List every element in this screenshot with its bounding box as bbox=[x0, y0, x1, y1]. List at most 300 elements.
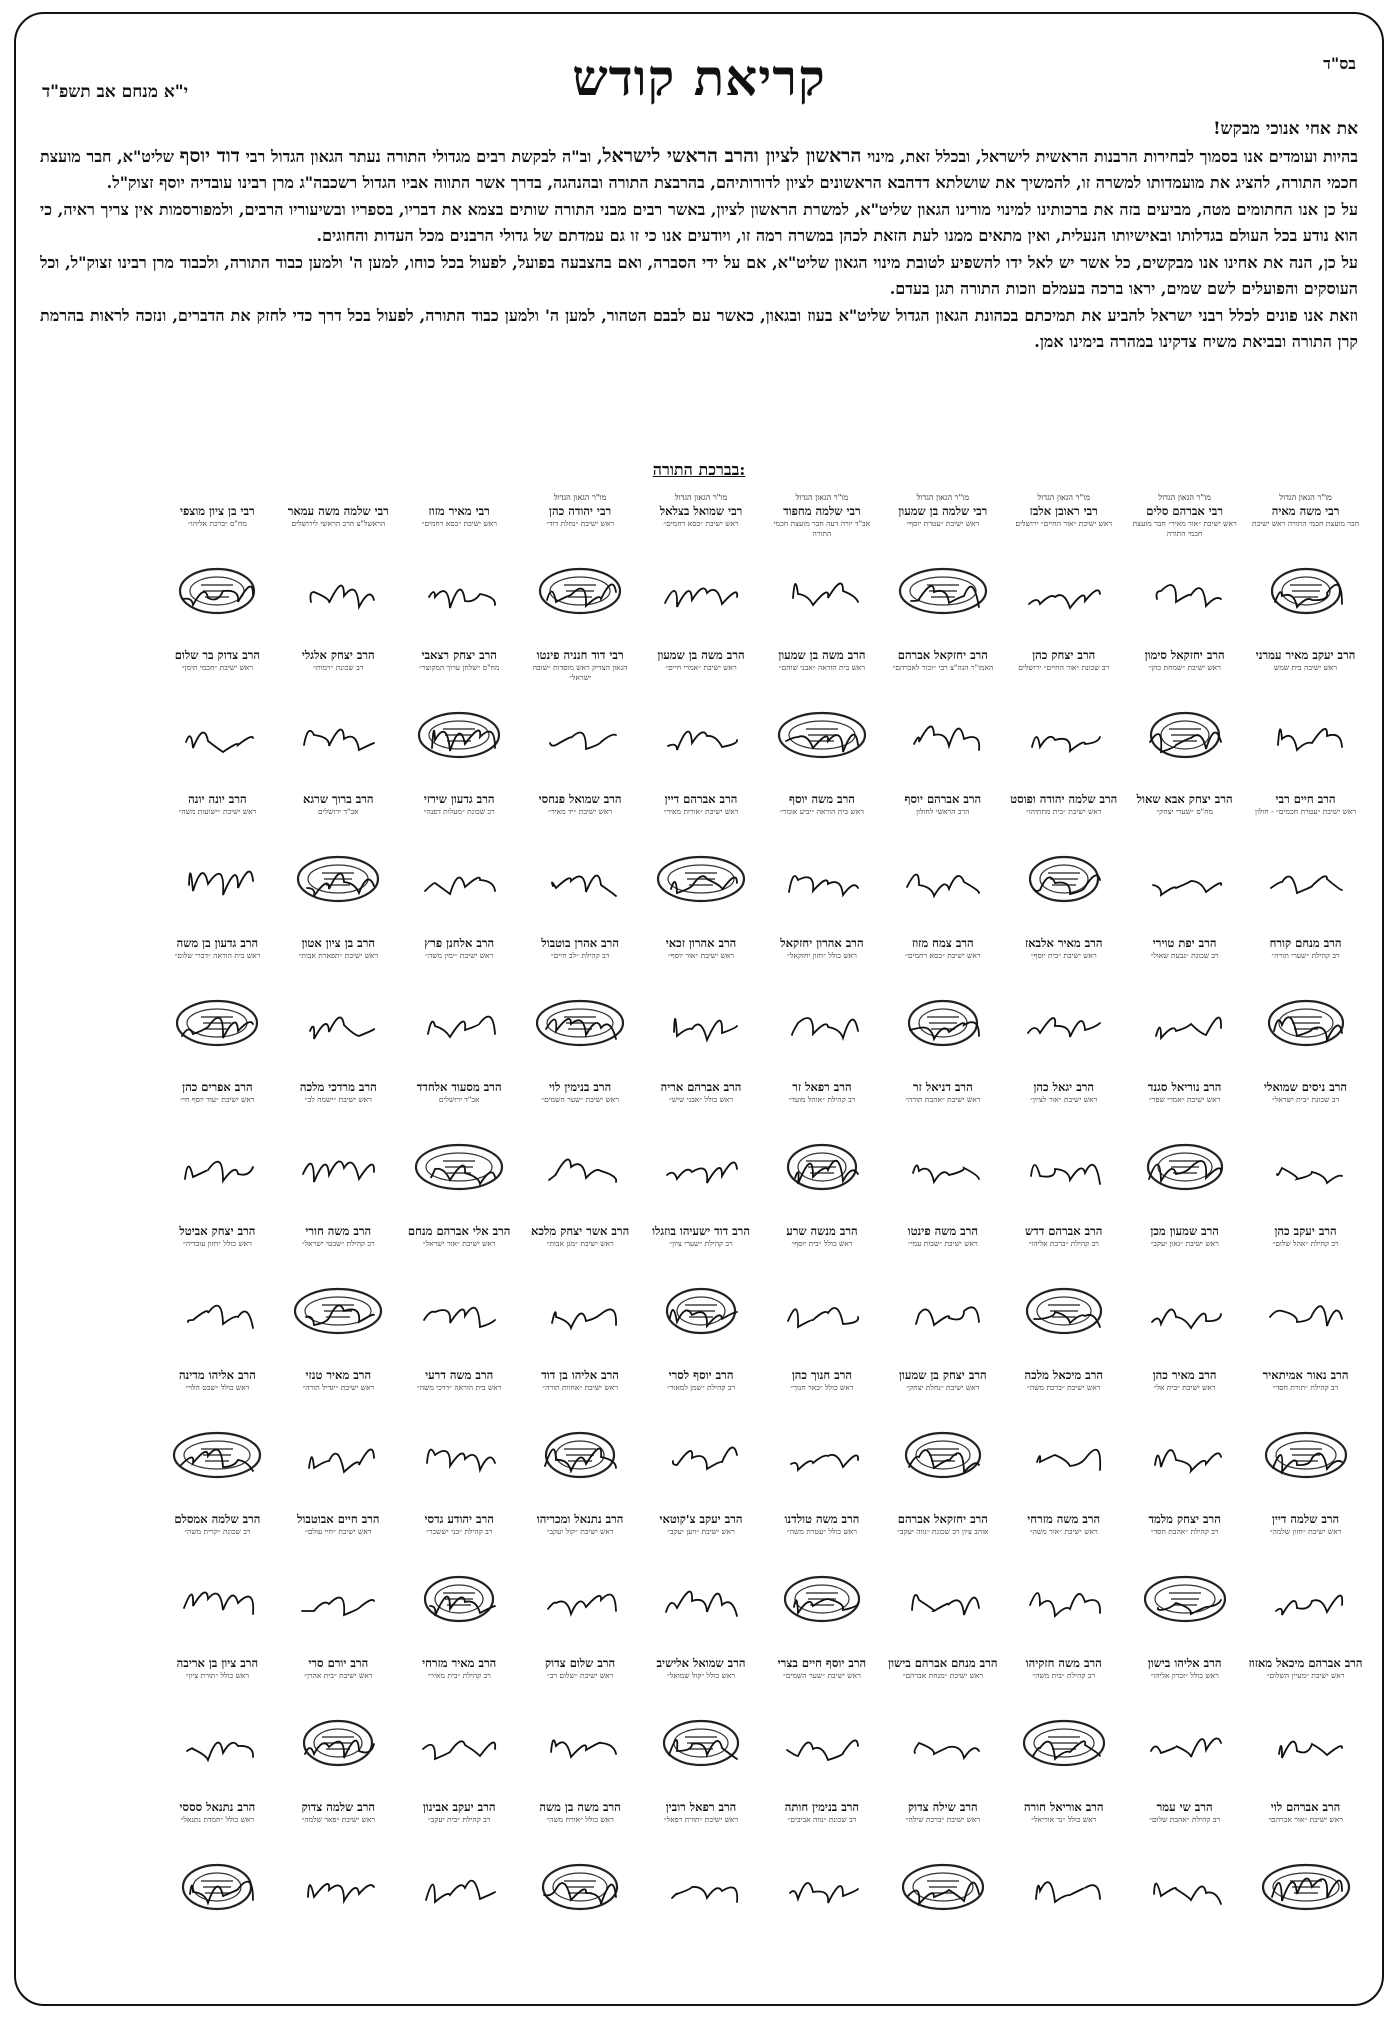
signatory-title bbox=[523, 924, 638, 936]
signatory-title bbox=[402, 636, 517, 648]
rabbinic-stamp-icon bbox=[167, 551, 267, 621]
signatory-cell bbox=[278, 492, 399, 636]
handwritten-signature-icon bbox=[167, 1703, 267, 1773]
signatory-description: רב שכונת ״קרית משה״ bbox=[184, 1527, 251, 1536]
signatory-cell bbox=[761, 924, 882, 1068]
signatory-cell bbox=[641, 1788, 762, 1932]
signatory-name: רבי שלמה משה עמאר bbox=[287, 504, 389, 518]
signatory-title bbox=[644, 1788, 759, 1800]
signatory-cell bbox=[399, 636, 520, 780]
signatory-description: ראש ישיבת ״אור אברהם״ bbox=[1268, 1815, 1343, 1824]
signatory-description: ראש ישיבת ״בית יוסף״ bbox=[1030, 951, 1097, 960]
rabbinic-stamp-icon bbox=[893, 983, 993, 1053]
signatory-name: הרב נאור אמיתאיר bbox=[1262, 1368, 1349, 1382]
signatory-title bbox=[1248, 1788, 1363, 1800]
handwritten-signature-icon bbox=[409, 839, 509, 909]
rabbinic-stamp-icon bbox=[288, 1703, 388, 1773]
handwritten-signature-icon bbox=[1256, 1127, 1356, 1197]
handwritten-signature-icon bbox=[651, 983, 751, 1053]
signatory-description: רב קהילת ״אהבת שלום״ bbox=[1149, 1815, 1221, 1824]
signatory-title bbox=[402, 1500, 517, 1512]
signatory-description: רב שכונת ״בית ישראל״ bbox=[1271, 1095, 1340, 1104]
signatory-description: ראש ישיבת ״בית מתתיהו״ bbox=[1025, 807, 1102, 816]
signatory-title bbox=[1127, 1212, 1242, 1224]
signatory-name: הרב משה מזרחי bbox=[1027, 1512, 1101, 1526]
signatory-cell bbox=[1124, 1500, 1245, 1644]
signatory-description: ראש כולל ״זכרון אליהו״ bbox=[1150, 1671, 1219, 1680]
signatory-title bbox=[1127, 924, 1242, 936]
signatory-name: הרב שלמה אמסלם bbox=[174, 1512, 261, 1526]
signatory-name: הרב יצחק כהן bbox=[1032, 648, 1096, 662]
signatory-name: רבי יהודה כהן bbox=[549, 504, 612, 518]
signatory-name: הרב יצחק אביטל bbox=[179, 1224, 256, 1238]
handwritten-signature-icon bbox=[1256, 1559, 1356, 1629]
signatory-description: ראש כולל ״באר חנוך״ bbox=[790, 1383, 854, 1392]
rabbinic-stamp-icon bbox=[530, 1415, 630, 1485]
rabbinic-stamp-icon bbox=[772, 1127, 872, 1197]
rabbinic-stamp-icon bbox=[530, 1847, 630, 1917]
signatory-cell bbox=[882, 1500, 1003, 1644]
signatory-cell bbox=[882, 492, 1003, 636]
handwritten-signature-icon bbox=[288, 1847, 388, 1917]
handwritten-signature-icon bbox=[772, 551, 872, 621]
rabbinic-stamp-icon bbox=[893, 1415, 993, 1485]
rabbinic-stamp-icon bbox=[1135, 1127, 1235, 1197]
signatory-cell bbox=[1124, 1212, 1245, 1356]
signatory-name: הרב שמעון מכן bbox=[1150, 1224, 1219, 1238]
handwritten-signature-icon bbox=[772, 1415, 872, 1485]
signatory-title bbox=[1006, 1644, 1121, 1656]
handwritten-signature-icon bbox=[651, 1559, 751, 1629]
signatory-description: רב קהילת ״בית יעקב״ bbox=[427, 1815, 491, 1824]
signatory-title bbox=[160, 492, 275, 504]
handwritten-signature-icon bbox=[530, 839, 630, 909]
handwritten-signature-icon bbox=[772, 1847, 872, 1917]
signatory-title bbox=[885, 1068, 1000, 1080]
signatory-title bbox=[1006, 636, 1121, 648]
signatory-cell bbox=[641, 492, 762, 636]
signatory-name: רבי שמואל בצלאל bbox=[659, 504, 743, 518]
signatory-description: רב שכונת ״מעלות דפנה״ bbox=[423, 807, 495, 816]
letter-paragraph-1 bbox=[40, 143, 1358, 197]
handwritten-signature-icon bbox=[530, 1559, 630, 1629]
signatory-name: הרב מיכאל מלכה bbox=[1024, 1368, 1103, 1382]
signatory-name: הרב ברוך שרגא bbox=[302, 792, 374, 806]
signatory-name: הרב צדוק בר שלום bbox=[174, 648, 261, 662]
document-date: י"א מנחם אב תשפ"ד bbox=[42, 82, 189, 102]
document-title: קריאת קודש bbox=[572, 48, 826, 107]
signatory-title bbox=[764, 1644, 879, 1656]
signatory-name: הרב יורם סרי bbox=[308, 1656, 369, 1670]
signatory-cell bbox=[399, 1356, 520, 1500]
signatory-cell bbox=[36, 1644, 157, 1788]
signatory-title bbox=[281, 1500, 396, 1512]
signatory-cell bbox=[1245, 924, 1366, 1068]
signatory-title bbox=[1127, 780, 1242, 792]
handwritten-signature-icon bbox=[409, 983, 509, 1053]
signatory-name: הרב יצחק בן שמעון bbox=[899, 1368, 987, 1382]
signatory-title bbox=[523, 1500, 638, 1512]
signatory-description: רב קהילת ״בני יששכר״ bbox=[425, 1527, 493, 1536]
signatory-name: הרב משה חורי bbox=[305, 1224, 372, 1238]
signatory-title bbox=[160, 1788, 275, 1800]
handwritten-signature-icon bbox=[651, 695, 751, 765]
handwritten-signature-icon bbox=[288, 1559, 388, 1629]
signatory-name: רבי מאיר מזוז bbox=[428, 504, 490, 518]
signatory-title bbox=[281, 780, 396, 792]
handwritten-signature-icon bbox=[1014, 1415, 1114, 1485]
signatory-description: רב קהילת ״בית מאיר״ bbox=[427, 1671, 491, 1680]
signatory-cell bbox=[641, 1500, 762, 1644]
signatory-name: רבי שלמה בן שמעון bbox=[898, 504, 988, 518]
signatory-name: הרב שילה צדוק bbox=[908, 1800, 978, 1814]
signatory-title bbox=[764, 1212, 879, 1224]
signatory-name: הרב יוסף לסרי bbox=[668, 1368, 734, 1382]
signatory-name: הרב אברהם יוסף bbox=[904, 792, 982, 806]
signatory-title bbox=[1248, 1356, 1363, 1368]
signatory-cell bbox=[36, 924, 157, 1068]
handwritten-signature-icon bbox=[893, 1271, 993, 1341]
signatory-name: רבי שלמה מחפוד bbox=[783, 504, 861, 518]
handwritten-signature-icon bbox=[167, 1559, 267, 1629]
handwritten-signature-icon bbox=[1256, 695, 1356, 765]
signatory-name: הרב יוסף חיים בצרי bbox=[777, 1656, 867, 1670]
signatory-title: מו"ר הגאון הגדול bbox=[1279, 493, 1332, 502]
signatory-title bbox=[160, 1644, 275, 1656]
signatory-title bbox=[523, 1644, 638, 1656]
rabbinic-stamp-icon bbox=[167, 1415, 267, 1485]
signatory-title bbox=[644, 636, 759, 648]
handwritten-signature-icon bbox=[1135, 1271, 1235, 1341]
signatory-description: ראש ישיבת ״אהבת תורה״ bbox=[905, 1095, 981, 1104]
signatory-name: הרב מסעוד אלחדד bbox=[416, 1080, 502, 1094]
signatory-name: הרב אוריאל חורה bbox=[1023, 1800, 1104, 1814]
handwritten-signature-icon bbox=[1256, 1703, 1356, 1773]
signatory-name: הרב גדעון בן משה bbox=[176, 936, 259, 950]
signatory-name: הרב אליהו מדינה bbox=[178, 1368, 256, 1382]
signatory-description: רב קהילת ״שערי תורה״ bbox=[1271, 951, 1340, 960]
signatory-cell bbox=[157, 1356, 278, 1500]
signatory-name: הרב יגאל כהן bbox=[1033, 1080, 1095, 1094]
signatory-title bbox=[402, 1788, 517, 1800]
signatory-title bbox=[885, 1356, 1000, 1368]
signatory-name: הרב שלמה יהודה ופוסט bbox=[1010, 792, 1118, 806]
signatory-cell bbox=[36, 636, 157, 780]
signatory-description: ראש בית הוראה ״דרכי משה״ bbox=[416, 1383, 502, 1392]
document-page bbox=[14, 12, 1384, 2006]
handwritten-signature-icon bbox=[167, 695, 267, 765]
signatory-name: הרב אלי אברהם מנחם bbox=[407, 1224, 511, 1238]
signatory-name: הרב שלמה צדוק bbox=[301, 1800, 375, 1814]
handwritten-signature-icon bbox=[651, 551, 751, 621]
signatory-cell bbox=[520, 780, 641, 924]
signatory-description: ראש ישיבת ״קול יעקב״ bbox=[546, 1527, 614, 1536]
signatory-title bbox=[281, 924, 396, 936]
handwritten-signature-icon bbox=[893, 1127, 993, 1197]
signatory-name: הרב אשר יצחק מלכא bbox=[530, 1224, 630, 1238]
signatory-cell bbox=[1245, 1788, 1366, 1932]
signatory-cell bbox=[157, 492, 278, 636]
signatory-name: הרב שלמה דיין bbox=[1271, 1512, 1340, 1526]
signatory-description: ראש ישיבת ״מעיין השלום״ bbox=[1266, 1671, 1345, 1680]
signatory-title bbox=[1006, 1788, 1121, 1800]
signatory-description: הראשל"צ הרב הראשי לירושלים bbox=[291, 519, 386, 528]
signatory-name: הרב צמח מזוז bbox=[912, 936, 974, 950]
signatory-cell bbox=[520, 1500, 641, 1644]
signatory-title bbox=[644, 1644, 759, 1656]
handwritten-signature-icon bbox=[1135, 983, 1235, 1053]
signatory-name: הרב יצחק רצאבי bbox=[421, 648, 497, 662]
signatory-description: האמו"ר הגה"צ רבי ״זכור לאברהם״ bbox=[892, 663, 994, 672]
signatory-cell bbox=[641, 1644, 762, 1788]
signatory-description: ראש ישיבת ״אור לציון״ bbox=[1030, 1095, 1098, 1104]
signatory-name: הרב יונה יונה bbox=[188, 792, 247, 806]
letter-paragraph-3: על כן, הנה את אחינו אנו מבקשים, כל אשר יש לאל ידו להשפיע לטובת מינוי הגאון שליט"א, אם על ידי הסברה, ואם בהצבעה בפועל, לפעול בכל כוחו, למען ה' ולמען כבוד התורה, ולכבוד מרן רבינו זצוק"ל, וכל העוסקים והפועלים לשם שמים, יראו ברכה בעמלם וזכות התורה תגן בעדם. bbox=[40, 252, 1358, 298]
signatory-cell bbox=[1003, 1356, 1124, 1500]
signatory-cell bbox=[1003, 1212, 1124, 1356]
signatory-cell bbox=[1124, 780, 1245, 924]
signatory-cell bbox=[278, 1788, 399, 1932]
signatory-name: הרב אהרון זכאי bbox=[665, 936, 737, 950]
handwritten-signature-icon bbox=[772, 1703, 872, 1773]
signatory-name: הרב משה בן שמעון bbox=[778, 648, 866, 662]
signatory-name: הרב מרדכי מלכה bbox=[299, 1080, 377, 1094]
signatory-cell bbox=[641, 1212, 762, 1356]
signatory-name: הרב יחזקאל אברהם bbox=[897, 1512, 988, 1526]
signatory-title: מו"ר הגאון הגדול bbox=[674, 493, 728, 502]
rabbinic-stamp-icon bbox=[1135, 695, 1235, 765]
signatory-title bbox=[402, 1644, 517, 1656]
handwritten-signature-icon bbox=[1135, 551, 1235, 621]
signatory-name: הרב אהרן בוטבול bbox=[541, 936, 619, 950]
signatory-name: הרב שמואל פנחסי bbox=[538, 792, 622, 806]
signatory-title bbox=[281, 1068, 396, 1080]
signatory-cell bbox=[1245, 636, 1366, 780]
handwritten-signature-icon bbox=[409, 551, 509, 621]
signatory-name: הרב משה דרעי bbox=[425, 1368, 494, 1382]
rabbinic-stamp-icon bbox=[409, 1559, 509, 1629]
signatory-title bbox=[885, 1788, 1000, 1800]
signatory-name: הרב מאיר טנזי bbox=[305, 1368, 372, 1382]
signatory-cell bbox=[1124, 1644, 1245, 1788]
signatory-cell bbox=[1245, 1212, 1366, 1356]
signatory-cell bbox=[399, 780, 520, 924]
signatory-name: הרב אליהו בישון bbox=[1147, 1656, 1222, 1670]
signatory-cell bbox=[641, 780, 762, 924]
signatory-title bbox=[1248, 1500, 1363, 1512]
signatory-title bbox=[764, 636, 879, 648]
signatory-cell bbox=[1245, 1356, 1366, 1500]
signatory-cell bbox=[882, 924, 1003, 1068]
signatory-name: הרב מאיר אלבאז bbox=[1024, 936, 1103, 950]
handwritten-signature-icon bbox=[1135, 839, 1235, 909]
signatory-description: ראש ישיבת ״אור ישראל״ bbox=[422, 1239, 496, 1248]
signatory-description: אוהב ציון רב שכונת ״נווה יעקב״ bbox=[897, 1527, 989, 1536]
signatory-cell bbox=[520, 1356, 641, 1500]
signatory-cell bbox=[641, 1356, 762, 1500]
signatory-description: הגאון הצדיק ראש מוסדות ״שובה ישראל״ bbox=[532, 663, 628, 682]
handwritten-signature-icon bbox=[530, 1127, 630, 1197]
signatory-description: אב"ד ירושלים bbox=[317, 807, 359, 816]
signatory-title bbox=[885, 1644, 1000, 1656]
signatory-title bbox=[1127, 636, 1242, 648]
handwritten-signature-icon bbox=[530, 1271, 630, 1341]
signatory-name: הרב חנוך כהן bbox=[791, 1368, 852, 1382]
blessing-line: בברכת התורה: bbox=[652, 460, 746, 479]
signatory-cell bbox=[1245, 1644, 1366, 1788]
signatory-title bbox=[523, 1068, 638, 1080]
signatory-cell bbox=[278, 1356, 399, 1500]
handwritten-signature-icon bbox=[1014, 1559, 1114, 1629]
signatory-cell bbox=[157, 1500, 278, 1644]
signatory-name: הרב אפרים כהן bbox=[182, 1080, 253, 1094]
signatory-title bbox=[402, 1212, 517, 1224]
signatory-name: הרב נוריאל סגנד bbox=[1147, 1080, 1222, 1094]
signatory-cell bbox=[1003, 1068, 1124, 1212]
signatory-description: הרב הראשי לחולון bbox=[916, 807, 970, 816]
signatory-cell bbox=[1003, 636, 1124, 780]
signatory-cell bbox=[1245, 1500, 1366, 1644]
signatory-cell bbox=[1124, 1356, 1245, 1500]
signatory-description: ראש ישיבת ״חיי עולם״ bbox=[305, 1527, 372, 1536]
signatory-title bbox=[885, 636, 1000, 648]
signatory-cell bbox=[399, 1500, 520, 1644]
signatory-cell bbox=[157, 1788, 278, 1932]
signatory-cell bbox=[761, 1644, 882, 1788]
signatory-description: ראש ישיבת ״ימין משה״ bbox=[425, 951, 494, 960]
signatory-cell bbox=[278, 924, 399, 1068]
signatory-description: ראש ישיבת ״ויען יעקב״ bbox=[667, 1527, 735, 1536]
signatory-cell bbox=[399, 1644, 520, 1788]
signatory-name: הרב בנימין לוי bbox=[548, 1080, 612, 1094]
handwritten-signature-icon bbox=[1014, 983, 1114, 1053]
signatory-title bbox=[1006, 1212, 1121, 1224]
signatory-title bbox=[1248, 1212, 1363, 1224]
signatory-title bbox=[764, 1356, 879, 1368]
signatory-name: הרב יצחק אבא שאול bbox=[1136, 792, 1233, 806]
signatory-cell bbox=[36, 1068, 157, 1212]
signatory-title bbox=[1248, 1644, 1363, 1656]
signatory-title bbox=[160, 636, 275, 648]
signatory-title: מו"ר הגאון הגדול bbox=[1158, 493, 1211, 502]
signatory-name: הרב יהודע גדסי bbox=[424, 1512, 494, 1526]
signatory-description: ראש כולל ״נר אוריאל״ bbox=[1031, 1815, 1097, 1824]
rabbinic-stamp-icon bbox=[530, 983, 630, 1053]
signatory-cell bbox=[520, 492, 641, 636]
handwritten-signature-icon bbox=[409, 1703, 509, 1773]
rabbinic-stamp-icon bbox=[651, 1703, 751, 1773]
letter-salutation: את אחי אנוכי מבקש! bbox=[1213, 119, 1358, 139]
handwritten-signature-icon bbox=[409, 1271, 509, 1341]
signatory-name: הרב שמואל אלישיב bbox=[656, 1656, 746, 1670]
rabbinic-stamp-icon bbox=[530, 551, 630, 621]
signatory-name: הרב אהרון יחזקאל bbox=[780, 936, 864, 950]
signatory-cell bbox=[641, 1068, 762, 1212]
signatory-name: הרב גדעון שירזי bbox=[423, 792, 495, 806]
handwritten-signature-icon bbox=[1014, 1127, 1114, 1197]
signatory-name: הרב בנימין חותה bbox=[784, 1800, 860, 1814]
signatory-name: הרב מאיר כהן bbox=[1152, 1368, 1217, 1382]
signatory-description: ראש כולל ״חמדת נתנאל״ bbox=[180, 1815, 255, 1824]
handwritten-signature-icon bbox=[893, 839, 993, 909]
signatory-description: ראש ישיבת ״שער השמים״ bbox=[783, 1671, 861, 1680]
signatory-name: הרב רפאל רובין bbox=[665, 1800, 737, 1814]
signatory-title bbox=[1006, 924, 1121, 936]
signatory-name: הרב יעקב כהן bbox=[1274, 1224, 1337, 1238]
signatory-name: הרב מנשה שרע bbox=[786, 1224, 858, 1238]
signatory-description: ראש ישיבת ״שער השמים״ bbox=[541, 1095, 619, 1104]
signatory-description: ראש כולל ״עטרת משה״ bbox=[786, 1527, 857, 1536]
rabbinic-stamp-icon bbox=[409, 695, 509, 765]
signatory-description: ראש ישיבת ״עוד יוסף חי״ bbox=[180, 1095, 255, 1104]
signatory-name: הרב משה בן שמעון bbox=[657, 648, 745, 662]
handwritten-signature-icon bbox=[1014, 551, 1114, 621]
signatory-title bbox=[523, 1356, 638, 1368]
signatory-description: ראש ישיבת ״חכמי תימן״ bbox=[181, 663, 253, 672]
signatory-name: הרב אברהם דדש bbox=[1025, 1224, 1103, 1238]
signatory-title bbox=[764, 1788, 879, 1800]
signatory-name: הרב יחזקאל סימון bbox=[1144, 648, 1225, 662]
signatory-name: רבי אברהם סלים bbox=[1146, 504, 1223, 518]
rabbinic-stamp-icon bbox=[893, 551, 993, 621]
signatory-cell bbox=[157, 1212, 278, 1356]
signatory-cell bbox=[761, 1356, 882, 1500]
signatory-cell bbox=[641, 636, 762, 780]
handwritten-signature-icon bbox=[1014, 1847, 1114, 1917]
signatory-name: הרב משה חזקיהו bbox=[1025, 1656, 1102, 1670]
signatory-description: ראש כולל ״חזון יחזקאל״ bbox=[787, 951, 857, 960]
signatory-title: מו"ר הגאון הגדול bbox=[916, 493, 970, 502]
signatory-name: הרב יפת טוירי bbox=[1152, 936, 1217, 950]
signatory-description: ראש בית הוראה ״יביע אומר״ bbox=[779, 807, 864, 816]
signatory-description: ראש ישיבת ״ישמח לב״ bbox=[304, 1095, 372, 1104]
signatory-name: הרב אברהם דיין bbox=[664, 792, 738, 806]
signatory-name: הרב דניאל זר bbox=[912, 1080, 973, 1094]
signatory-description: ראש ישיבת ״גאון יעקב״ bbox=[1150, 1239, 1219, 1248]
handwritten-signature-icon bbox=[772, 1271, 872, 1341]
signatory-description: רב קהילת ״אהבת חסד״ bbox=[1150, 1527, 1219, 1536]
signatory-title bbox=[1248, 924, 1363, 936]
signatory-title bbox=[1248, 780, 1363, 792]
signatory-title bbox=[1006, 1356, 1121, 1368]
rabbinic-stamp-icon bbox=[1256, 1847, 1356, 1917]
signatory-description: רב שכונת ״גבעת שאול״ bbox=[1150, 951, 1219, 960]
signatory-description: ראש ישיבת ״כסא רחמים״ bbox=[663, 519, 739, 528]
signatory-name: הרב ציון בן אריבה bbox=[176, 1656, 259, 1670]
handwritten-signature-icon bbox=[167, 839, 267, 909]
signatory-description: רב קהילת ״ברכת אליהו״ bbox=[1028, 1239, 1099, 1248]
signatory-description: מח"ס ״שערי יצחק״ bbox=[1156, 807, 1213, 816]
signatory-title bbox=[523, 636, 638, 648]
signatory-description: ראש ישיבת ״אחוות תורה״ bbox=[542, 1383, 618, 1392]
signatory-title bbox=[644, 1212, 759, 1224]
handwritten-signature-icon bbox=[1256, 1271, 1356, 1341]
signatory-cell bbox=[399, 1068, 520, 1212]
signatory-description: ראש ישיבת ״אורות מאיר״ bbox=[663, 807, 739, 816]
signatory-description: רב קהילת ״תורת חסד״ bbox=[1272, 1383, 1339, 1392]
signatory-cell bbox=[278, 1212, 399, 1356]
signatory-name: הרב אברהם מיכאל מאזוז bbox=[1248, 1656, 1363, 1670]
signatory-description: ראש ישיבת ״שלום רב״ bbox=[546, 1671, 614, 1680]
signatory-title bbox=[281, 1644, 396, 1656]
signatory-title bbox=[523, 1788, 638, 1800]
signatory-title bbox=[402, 780, 517, 792]
signatory-cell bbox=[1003, 780, 1124, 924]
signatory-description: אב"ד ירושלים bbox=[438, 1095, 480, 1104]
signatory-description: ראש בית הוראה ״אבני שוהם״ bbox=[778, 663, 866, 672]
signatory-cell bbox=[157, 780, 278, 924]
signatory-cell bbox=[1245, 492, 1366, 636]
